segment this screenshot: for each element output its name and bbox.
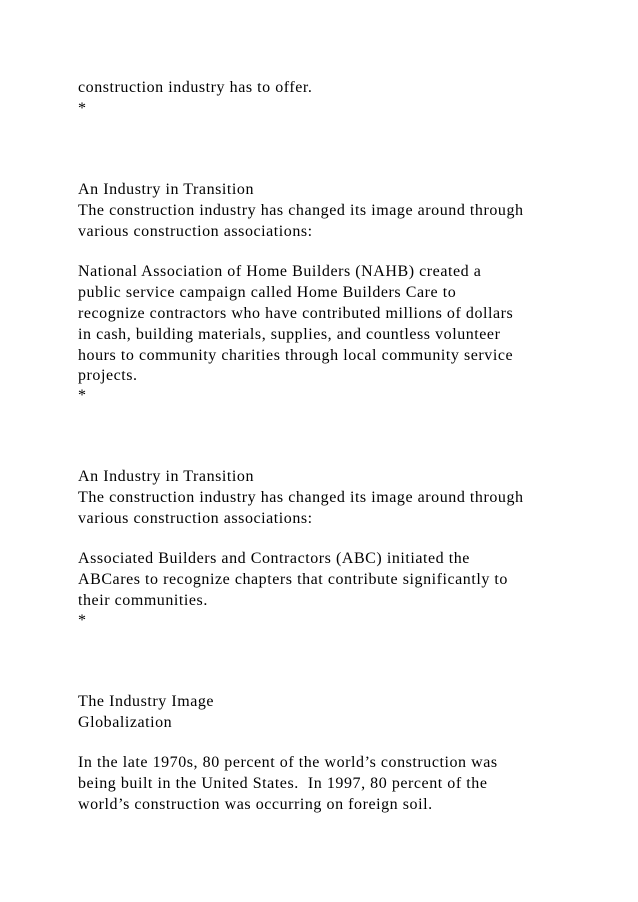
slide-separator: * [78, 100, 87, 117]
slide-separator: * [78, 612, 87, 629]
text-line: being built in the United States. In 1997, 80 percent of the [78, 775, 488, 792]
text-line: In the late 1970s, 80 percent of the world’s construction was [78, 754, 498, 771]
text-line: projects. [78, 367, 138, 384]
slide-title: The Industry Image [78, 693, 215, 710]
text-line: world’s construction was occurring on foreign soil. [78, 796, 433, 813]
text-line: construction industry has to offer. [78, 79, 313, 96]
text-line: public service campaign called Home Builders Care to [78, 284, 457, 301]
text-line: Associated Builders and Contractors (ABC) initiated the [78, 550, 470, 567]
text-line: The construction industry has changed its image around through [78, 489, 524, 506]
text-line: various construction associations: [78, 223, 313, 240]
text-line: hours to community charities through local community service [78, 347, 514, 364]
text-line: ABCares to recognize chapters that contribute significantly to [78, 571, 508, 588]
text-line: their communities. [78, 592, 208, 609]
slide-subtitle: Globalization [78, 714, 173, 731]
text-line: various construction associations: [78, 510, 313, 527]
text-line: recognize contractors who have contributed millions of dollars [78, 305, 514, 322]
slide-title: An Industry in Transition [78, 181, 254, 198]
text-line: in cash, building materials, supplies, and countless volunteer [78, 326, 501, 343]
slide-title: An Industry in Transition [78, 468, 254, 485]
text-line: National Association of Home Builders (NAHB) created a [78, 263, 482, 280]
text-line: The construction industry has changed its image around through [78, 202, 524, 219]
slide-separator: * [78, 387, 87, 404]
